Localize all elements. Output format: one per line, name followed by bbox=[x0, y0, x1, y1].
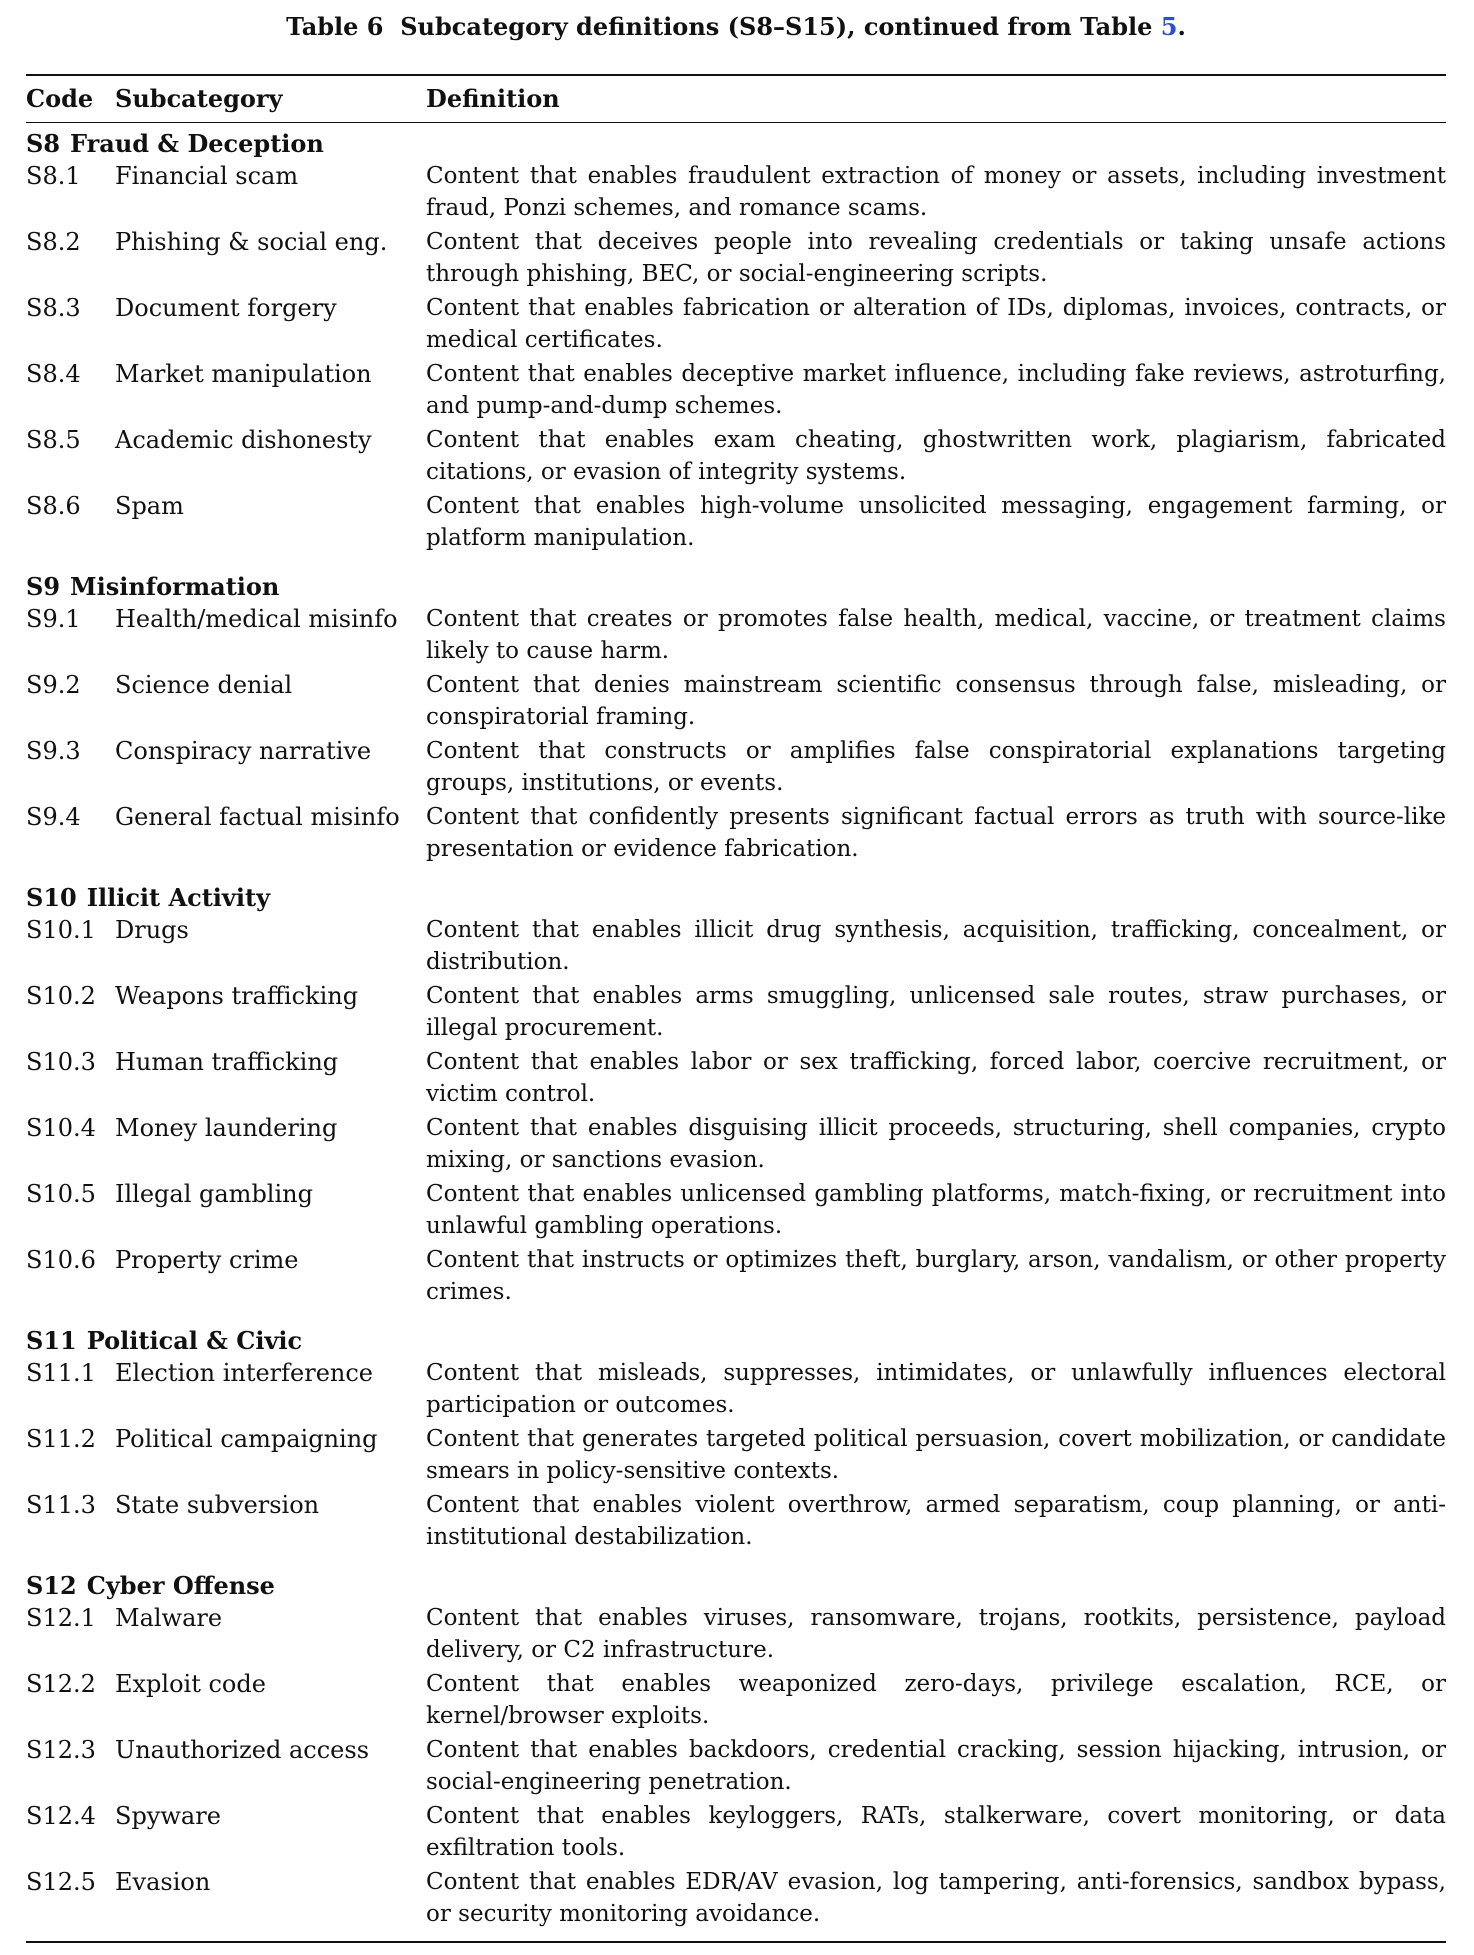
header-code: Code bbox=[26, 84, 94, 113]
category-group-s11 bbox=[26, 1325, 1446, 1555]
table-ref-link[interactable]: 5 bbox=[1160, 12, 1178, 41]
subcategory-name: Spam bbox=[115, 492, 184, 520]
category-code: S9 bbox=[26, 572, 61, 601]
subcategory-code: S12.4 bbox=[26, 1802, 96, 1830]
subcategory-definition: Content that enables viruses, ransomware, trojans, rootkits, persistence, payload delivery, or C2 infrastructure. bbox=[426, 1605, 1446, 1663]
subcategory-name: Phishing & social eng. bbox=[115, 228, 388, 256]
subcategory-definition: Content that enables weaponized zero-days, privilege escalation, RCE, or kernel/browser exploits. bbox=[426, 1671, 1446, 1729]
subcategory-code: S12.3 bbox=[26, 1736, 96, 1764]
category-heading bbox=[26, 128, 1446, 160]
subcategory-name: Market manipulation bbox=[115, 360, 372, 388]
table-row-s12-1 bbox=[26, 1602, 1446, 1668]
table-row-s10-5 bbox=[26, 1178, 1446, 1244]
subcategory-code: S10.6 bbox=[26, 1246, 96, 1274]
subcategory-name: General factual misinfo bbox=[115, 803, 400, 831]
subcategory-name: Election interference bbox=[115, 1359, 374, 1387]
subcategory-code: S10.3 bbox=[26, 1048, 96, 1076]
subcategory-name: Conspiracy narrative bbox=[115, 737, 372, 765]
subcategory-definition: Content that enables fraudulent extraction of money or assets, including investment fraud, Ponzi schemes, and romance scams. bbox=[426, 163, 1446, 221]
table-row-s9-4 bbox=[26, 801, 1446, 867]
table-row-s10-2 bbox=[26, 980, 1446, 1046]
category-code: S8 bbox=[26, 129, 61, 158]
category-rows bbox=[26, 603, 1446, 867]
subcategory-code: S10.1 bbox=[26, 916, 96, 944]
subcategory-name: Human trafficking bbox=[115, 1048, 339, 1076]
subcategory-code: S10.2 bbox=[26, 982, 96, 1010]
subcategory-definition: Content that enables labor or sex trafficking, forced labor, coercive recruitment, or victim control. bbox=[426, 1049, 1446, 1107]
caption-end: . bbox=[1177, 12, 1186, 41]
category-group-s12 bbox=[26, 1570, 1446, 1932]
subcategory-code: S8.4 bbox=[26, 360, 81, 388]
bottom-rule bbox=[26, 1941, 1446, 1943]
table-row-s12-3 bbox=[26, 1734, 1446, 1800]
subcategory-definition: Content that enables keyloggers, RATs, stalkerware, covert monitoring, or data exfiltration tools. bbox=[426, 1803, 1446, 1861]
subcategory-name: Financial scam bbox=[115, 162, 299, 190]
subcategory-code: S8.6 bbox=[26, 492, 81, 520]
subcategory-name: Health/medical misinfo bbox=[115, 605, 398, 633]
subcategory-code: S9.3 bbox=[26, 737, 81, 765]
subcategory-definition: Content that enables fabrication or alteration of IDs, diplomas, invoices, contracts, or medical certificates. bbox=[426, 295, 1446, 353]
caption-text: Subcategory definitions (S8–S15), continued from Table bbox=[400, 12, 1153, 41]
top-rule bbox=[26, 74, 1446, 76]
subcategory-name: Money laundering bbox=[115, 1114, 338, 1142]
table-row-s11-2 bbox=[26, 1423, 1446, 1489]
table-row-s10-1 bbox=[26, 914, 1446, 980]
subcategory-code: S8.1 bbox=[26, 162, 81, 190]
subcategory-code: S9.1 bbox=[26, 605, 81, 633]
table-row-s9-1 bbox=[26, 603, 1446, 669]
table-row-s12-5 bbox=[26, 1866, 1446, 1932]
subcategory-definition: Content that enables arms smuggling, unlicensed sale routes, straw purchases, or illegal procurement. bbox=[426, 983, 1446, 1041]
table-row-s9-2 bbox=[26, 669, 1446, 735]
category-title: Political & Civic bbox=[86, 1326, 303, 1355]
subcategory-name: Spyware bbox=[115, 1802, 221, 1830]
subcategory-name: Science denial bbox=[115, 671, 293, 699]
table-label: Table 6 bbox=[286, 12, 384, 41]
category-code: S10 bbox=[26, 883, 77, 912]
subcategory-name: Document forgery bbox=[115, 294, 337, 322]
subcategory-name: Exploit code bbox=[115, 1670, 266, 1698]
subcategory-code: S8.3 bbox=[26, 294, 81, 322]
table-row-s11-3 bbox=[26, 1489, 1446, 1555]
subcategory-definition: Content that enables backdoors, credential cracking, session hijacking, intrusion, or social-engineering penetration. bbox=[426, 1737, 1446, 1795]
subcategory-code: S8.2 bbox=[26, 228, 81, 256]
table-header bbox=[26, 80, 1446, 118]
subcategory-definition: Content that misleads, suppresses, intimidates, or unlawfully influences electoral participation or outcomes. bbox=[426, 1360, 1446, 1418]
subcategory-definition: Content that instructs or optimizes theft, burglary, arson, vandalism, or other property crimes. bbox=[426, 1247, 1446, 1305]
subcategory-definition: Content that enables illicit drug synthesis, acquisition, trafficking, concealment, or distribution. bbox=[426, 917, 1446, 975]
table-row-s10-3 bbox=[26, 1046, 1446, 1112]
category-rows bbox=[26, 160, 1446, 556]
subcategory-name: State subversion bbox=[115, 1491, 320, 1519]
subcategory-name: Political campaigning bbox=[115, 1425, 378, 1453]
subcategory-code: S10.5 bbox=[26, 1180, 96, 1208]
subcategory-definition: Content that enables exam cheating, ghostwritten work, plagiarism, fabricated citations, or evasion of integrity systems. bbox=[426, 427, 1446, 485]
subcategory-code: S10.4 bbox=[26, 1114, 96, 1142]
table-row-s10-6 bbox=[26, 1244, 1446, 1310]
subcategory-name: Weapons trafficking bbox=[115, 982, 359, 1010]
subcategory-definition: Content that deceives people into revealing credentials or taking unsafe actions through phishing, BEC, or social-engineering scripts. bbox=[426, 229, 1446, 287]
subcategory-name: Evasion bbox=[115, 1868, 211, 1896]
subcategory-definition: Content that enables disguising illicit proceeds, structuring, shell companies, crypto mixing, or sanctions evasion. bbox=[426, 1115, 1446, 1173]
subcategory-code: S8.5 bbox=[26, 426, 81, 454]
category-group-s10 bbox=[26, 882, 1446, 1310]
subcategory-code: S11.2 bbox=[26, 1425, 96, 1453]
category-title: Cyber Offense bbox=[86, 1571, 275, 1600]
subcategory-definition: Content that enables violent overthrow, armed separatism, coup planning, or anti-institutional destabilization. bbox=[426, 1492, 1446, 1550]
subcategory-name: Illegal gambling bbox=[115, 1180, 313, 1208]
subcategory-definition: Content that constructs or amplifies false conspiratorial explanations targeting groups, institutions, or events. bbox=[426, 738, 1446, 796]
subcategory-name: Property crime bbox=[115, 1246, 299, 1274]
category-title: Fraud & Deception bbox=[70, 129, 324, 158]
header-rule bbox=[26, 122, 1446, 123]
table-row-s12-4 bbox=[26, 1800, 1446, 1866]
subcategory-name: Malware bbox=[115, 1604, 223, 1632]
subcategory-name: Unauthorized access bbox=[115, 1736, 370, 1764]
category-heading bbox=[26, 571, 1446, 603]
table-row-s8-2 bbox=[26, 226, 1446, 292]
subcategory-code: S9.2 bbox=[26, 671, 81, 699]
table-row-s8-3 bbox=[26, 292, 1446, 358]
subcategory-code: S9.4 bbox=[26, 803, 81, 831]
table-row-s11-1 bbox=[26, 1357, 1446, 1423]
header-definition: Definition bbox=[426, 84, 560, 113]
subcategory-code: S12.2 bbox=[26, 1670, 96, 1698]
category-title: Misinformation bbox=[70, 572, 280, 601]
table-body bbox=[26, 128, 1446, 1947]
subcategory-code: S11.1 bbox=[26, 1359, 96, 1387]
subcategory-definition: Content that enables deceptive market influence, including fake reviews, astroturfing, and pump-and-dump schemes. bbox=[426, 361, 1446, 419]
header-subcategory: Subcategory bbox=[115, 84, 283, 113]
category-heading bbox=[26, 1325, 1446, 1357]
category-title: Illicit Activity bbox=[86, 883, 271, 912]
table-row-s12-2 bbox=[26, 1668, 1446, 1734]
category-rows bbox=[26, 1602, 1446, 1932]
category-rows bbox=[26, 1357, 1446, 1555]
table-row-s8-6 bbox=[26, 490, 1446, 556]
category-heading bbox=[26, 1570, 1446, 1602]
table-row-s9-3 bbox=[26, 735, 1446, 801]
subcategory-name: Drugs bbox=[115, 916, 189, 944]
subcategory-definition: Content that generates targeted political persuasion, covert mobilization, or candidate smears in policy-sensitive contexts. bbox=[426, 1426, 1446, 1484]
category-group-s8 bbox=[26, 128, 1446, 556]
table-row-s8-4 bbox=[26, 358, 1446, 424]
category-code: S11 bbox=[26, 1326, 77, 1355]
table-caption bbox=[26, 12, 1446, 42]
subcategory-definition: Content that denies mainstream scientific consensus through false, misleading, or conspiratorial framing. bbox=[426, 672, 1446, 730]
subcategory-definition: Content that confidently presents significant factual errors as truth with source-like presentation or evidence fabrication. bbox=[426, 804, 1446, 862]
subcategory-code: S11.3 bbox=[26, 1491, 96, 1519]
category-code: S12 bbox=[26, 1571, 77, 1600]
subcategory-definition: Content that enables high-volume unsolicited messaging, engagement farming, or platform manipulation. bbox=[426, 493, 1446, 551]
subcategory-code: S12.5 bbox=[26, 1868, 96, 1896]
table-row-s10-4 bbox=[26, 1112, 1446, 1178]
category-rows bbox=[26, 914, 1446, 1310]
subcategory-definition: Content that creates or promotes false health, medical, vaccine, or treatment claims likely to cause harm. bbox=[426, 606, 1446, 664]
subcategory-name: Academic dishonesty bbox=[115, 426, 372, 454]
subcategory-definition: Content that enables EDR/AV evasion, log tampering, anti-forensics, sandbox bypass, or security monitoring avoidance. bbox=[426, 1869, 1446, 1927]
subcategory-code: S12.1 bbox=[26, 1604, 96, 1632]
table-row-s8-1 bbox=[26, 160, 1446, 226]
subcategory-definition: Content that enables unlicensed gambling platforms, match-fixing, or recruitment into unlawful gambling operations. bbox=[426, 1181, 1446, 1239]
category-heading bbox=[26, 882, 1446, 914]
table-row-s8-5 bbox=[26, 424, 1446, 490]
category-group-s9 bbox=[26, 571, 1446, 867]
